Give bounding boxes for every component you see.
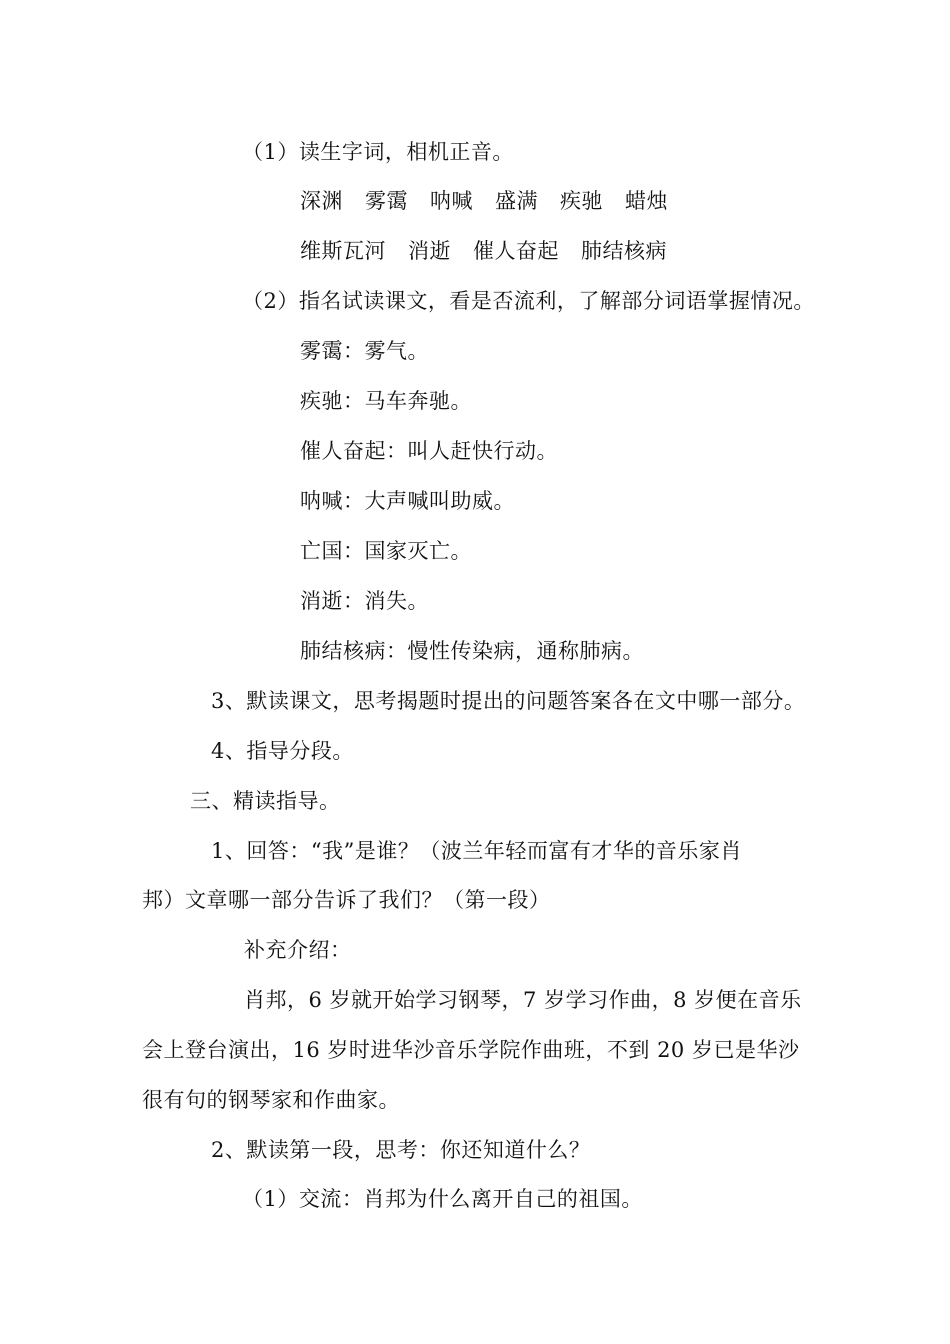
definition-item: 疾驰：马车奔驰。: [300, 389, 472, 413]
step-3-silent-reading: 3、默读课文，思考揭题时提出的问题答案各在文中哪一部分。: [211, 689, 806, 713]
definition-item: 肺结核病：慢性传染病，通称肺病。: [300, 639, 644, 663]
vocab-word: 维斯瓦河: [300, 239, 386, 263]
vocab-word: 雾霭: [365, 189, 408, 213]
vocab-word: 深渊: [300, 189, 343, 213]
question-1-line-1: 1、回答：“我”是谁？（波兰年轻而富有才华的音乐家肖: [211, 839, 742, 863]
vocab-row-1: [300, 186, 668, 216]
question-2-sub-1: （1）交流：肖邦为什么离开自己的祖国。: [242, 1187, 643, 1211]
supplement-paragraph-line-3: 很有句的钢琴家和作曲家。: [142, 1088, 400, 1112]
supplement-paragraph-line-1: 肖邦，6 岁就开始学习钢琴，7 岁学习作曲，8 岁便在音乐: [244, 988, 802, 1012]
step-2-trial-reading: （2）指名试读课文，看是否流利，了解部分词语掌握情况。: [242, 289, 815, 313]
vocab-word: 肺结核病: [581, 239, 667, 263]
vocab-word: 盛满: [495, 189, 538, 213]
vocab-word: 疾驰: [560, 189, 603, 213]
vocab-word: 呐喊: [430, 189, 473, 213]
supplement-heading: 补充介绍：: [244, 938, 352, 962]
vocab-word: 催人奋起: [473, 239, 559, 263]
question-1-line-2: 邦）文章哪一部分告诉了我们？（第一段）: [142, 888, 551, 912]
vocab-word: 蜡烛: [625, 189, 668, 213]
definition-item: 亡国：国家灭亡。: [300, 539, 472, 563]
step-1-read-words: （1）读生字词，相机正音。: [242, 140, 514, 164]
definition-item: 催人奋起：叫人赶快行动。: [300, 439, 558, 463]
step-4-paragraphing: 4、指导分段。: [211, 739, 354, 763]
definition-item: 消逝：消失。: [300, 589, 429, 613]
vocab-word: 消逝: [408, 239, 451, 263]
question-2: 2、默读第一段，思考：你还知道什么？: [211, 1138, 591, 1162]
definition-item: 雾霭：雾气。: [300, 339, 429, 363]
vocab-row-2: [300, 236, 667, 266]
definition-item: 呐喊：大声喊叫助威。: [300, 489, 515, 513]
section-heading: 三、精读指导。: [190, 789, 341, 813]
supplement-paragraph-line-2: 会上登台演出，16 岁时进华沙音乐学院作曲班，不到 20 岁已是华沙: [142, 1038, 800, 1062]
